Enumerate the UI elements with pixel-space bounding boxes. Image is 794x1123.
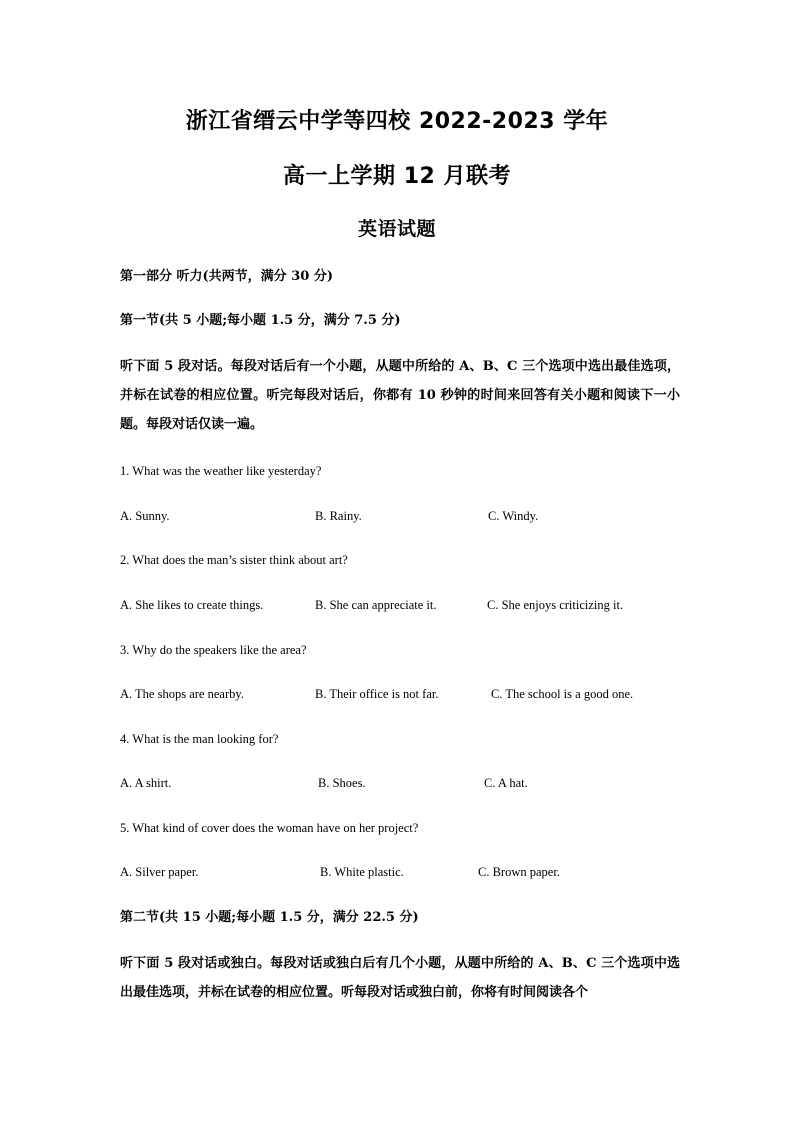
exam-title-line1: 浙江省缙云中学等四校 2022-2023 学年 <box>185 109 609 134</box>
exam-title-line2: 高一上学期 12 月联考 <box>283 164 511 189</box>
question-1-option-c: C. Windy. <box>488 509 539 523</box>
question-3-option-c: C. The school is a good one. <box>491 687 634 701</box>
section1-heading: 第一节(共 5 小题;每小题 1.5 分，满分 7.5 分) <box>120 313 401 328</box>
question-4-option-c: C. A hat. <box>484 776 528 790</box>
exam-title-subject: 英语试题 <box>357 218 436 240</box>
question-4-option-b: B. Shoes. <box>318 776 366 790</box>
question-5-option-c: C. Brown paper. <box>478 865 560 879</box>
question-5-stem: 5. What kind of cover does the woman have on her project? <box>120 821 419 835</box>
question-3-option-b: B. Their office is not far. <box>315 687 439 701</box>
question-1-stem: 1. What was the weather like yesterday? <box>120 464 322 478</box>
part1-heading: 第一部分 听力(共两节，满分 30 分) <box>120 269 333 284</box>
question-2-stem: 2. What does the man’s sister think about art? <box>120 553 348 567</box>
question-3-stem: 3. Why do the speakers like the area? <box>120 643 307 657</box>
section1-instructions: 听下面 5 段对话。每段对话后有一个小题，从题中所给的 A、B、C 三个选项中选出最佳选项，并标在试卷的相应位置。听完每段对话后，你都有 10 秒钟的时间来回答有关小题和阅读下一小题。每段对话仅读一遍。 <box>120 359 680 432</box>
section2-heading: 第二节(共 15 小题;每小题 1.5 分，满分 22.5 分) <box>120 910 419 925</box>
question-5-option-b: B. White plastic. <box>320 865 404 879</box>
question-2-option-c: C. She enjoys criticizing it. <box>487 598 624 612</box>
question-1-option-b: B. Rainy. <box>315 509 362 523</box>
section2-instructions: 听下面 5 段对话或独白。每段对话或独白后有几个小题，从题中所给的 A、B、C 三个选项中选出最佳选项，并标在试卷的相应位置。听每段对话或独白前，你将有时间阅读各个 <box>120 956 680 1000</box>
question-4-stem: 4. What is the man looking for? <box>120 732 279 746</box>
question-2-option-b: B. She can appreciate it. <box>315 598 437 612</box>
question-3-option-a: A. The shops are nearby. <box>120 687 244 701</box>
question-2-option-a: A. She likes to create things. <box>120 598 264 612</box>
question-1-option-a: A. Sunny. <box>120 509 170 523</box>
question-5-option-a: A. Silver paper. <box>120 865 199 879</box>
question-4-option-a: A. A shirt. <box>120 776 172 790</box>
